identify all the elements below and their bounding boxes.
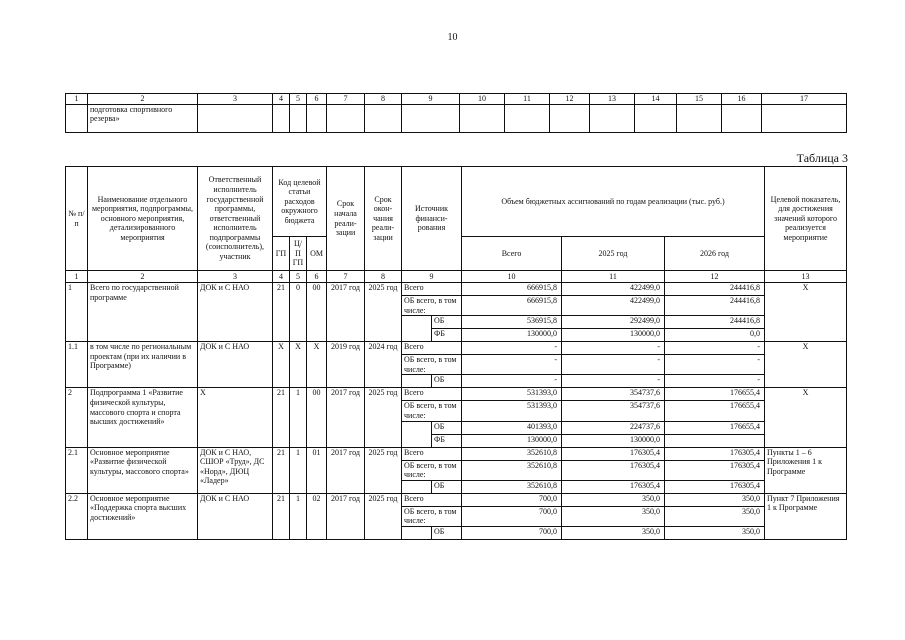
column-number: 2 bbox=[88, 94, 198, 105]
column-numbers-row bbox=[66, 271, 847, 283]
row-start: 2017 год bbox=[327, 493, 365, 539]
header-start: Срок начала реали-зации bbox=[327, 167, 365, 271]
row-2025: 350,0 bbox=[562, 526, 665, 539]
header-om: ОМ bbox=[307, 237, 327, 271]
row-number: 1 bbox=[66, 283, 88, 342]
header-code: Код целевой статьи расходов окружного бюджета bbox=[273, 167, 327, 237]
row-end: 2025 год bbox=[365, 388, 402, 447]
column-number: 1 bbox=[66, 271, 88, 283]
row-source: ОБ всего, в том числе: bbox=[402, 460, 462, 480]
row-source: ОБ bbox=[432, 526, 462, 539]
row-gp: 21 bbox=[273, 283, 290, 342]
row-start: 2019 год bbox=[327, 342, 365, 388]
column-number: 15 bbox=[677, 94, 722, 105]
row-source: ОБ bbox=[432, 375, 462, 388]
header-total: Всего bbox=[462, 237, 562, 271]
row-name: Подпрограмма 1 «Развитие физической культуры, массового спорта и спорта высших достижений» bbox=[88, 388, 198, 447]
source-indent bbox=[402, 316, 432, 342]
row-total: 130000,0 bbox=[462, 434, 562, 447]
row-2025: - bbox=[562, 342, 665, 355]
column-number: 16 bbox=[722, 94, 762, 105]
column-numbers-row bbox=[66, 94, 847, 105]
row-cp: 1 bbox=[290, 388, 307, 447]
row-total: 531393,0 bbox=[462, 388, 562, 401]
row-total: 700,0 bbox=[462, 506, 562, 526]
row-responsible: Х bbox=[198, 388, 273, 447]
column-number: 6 bbox=[307, 94, 327, 105]
column-number: 9 bbox=[402, 94, 460, 105]
row-2026: 244416,8 bbox=[665, 296, 765, 316]
row-source: Всего bbox=[402, 283, 462, 296]
row-total: 531393,0 bbox=[462, 401, 562, 421]
column-number: 8 bbox=[365, 271, 402, 283]
row-2026: 176305,4 bbox=[665, 460, 765, 480]
row-2025: 176305,4 bbox=[562, 447, 665, 460]
row-2026: 244416,8 bbox=[665, 283, 765, 296]
table-row bbox=[66, 388, 847, 401]
row-number: 2.2 bbox=[66, 493, 88, 539]
header-end: Срок окон-чания реали-зации bbox=[365, 167, 402, 271]
header-num: № п/п bbox=[66, 167, 88, 271]
row-number: 1.1 bbox=[66, 342, 88, 388]
row-2026: 176305,4 bbox=[665, 480, 765, 493]
row-total: 700,0 bbox=[462, 526, 562, 539]
table-row bbox=[66, 493, 847, 506]
row-2025: - bbox=[562, 355, 665, 375]
table-row bbox=[66, 283, 847, 296]
row-name: Основное мероприятие «Поддержка спорта высших достижений» bbox=[88, 493, 198, 539]
row-2025: 422499,0 bbox=[562, 296, 665, 316]
row-2025: - bbox=[562, 375, 665, 388]
row-responsible: ДОК и С НАО, СШОР «Труд», ДС «Норд», ДЮЦ «Ладер» bbox=[198, 447, 273, 493]
row-cp: 0 bbox=[290, 283, 307, 342]
column-number: 14 bbox=[635, 94, 677, 105]
column-number: 3 bbox=[198, 271, 273, 283]
column-number: 12 bbox=[665, 271, 765, 283]
row-2026: 350,0 bbox=[665, 506, 765, 526]
row-2025: 350,0 bbox=[562, 493, 665, 506]
row-2026: 176655,4 bbox=[665, 421, 765, 434]
row-source: ОБ всего, в том числе: bbox=[402, 401, 462, 421]
row-name: Основное мероприятие «Развитие физической культуры, массового спорта» bbox=[88, 447, 198, 493]
continuation-table bbox=[65, 93, 847, 133]
row-total: 700,0 bbox=[462, 493, 562, 506]
table-row bbox=[66, 104, 847, 132]
row-name: подготовка спортивного резерва» bbox=[88, 104, 198, 132]
row-om: 01 bbox=[307, 447, 327, 493]
row-gp: 21 bbox=[273, 388, 290, 447]
row-source: ОБ всего, в том числе: bbox=[402, 355, 462, 375]
header-2026: 2026 год bbox=[665, 237, 765, 271]
row-total: 666915,8 bbox=[462, 296, 562, 316]
row-end: 2025 год bbox=[365, 447, 402, 493]
row-source: Всего bbox=[402, 388, 462, 401]
header-row bbox=[66, 167, 847, 237]
column-number: 4 bbox=[273, 94, 290, 105]
row-2026: - bbox=[665, 342, 765, 355]
column-number: 1 bbox=[66, 94, 88, 105]
row-responsible: ДОК и С НАО bbox=[198, 283, 273, 342]
row-2026: - bbox=[665, 355, 765, 375]
row-2026 bbox=[665, 434, 765, 447]
column-number: 12 bbox=[550, 94, 590, 105]
row-2026: 176655,4 bbox=[665, 388, 765, 401]
row-number: 2.1 bbox=[66, 447, 88, 493]
column-number: 5 bbox=[290, 94, 307, 105]
table-caption: Таблица 3 bbox=[796, 151, 848, 165]
column-number: 9 bbox=[402, 271, 462, 283]
row-2026: 244416,8 bbox=[665, 316, 765, 329]
row-total: 352610,8 bbox=[462, 480, 562, 493]
row-2025: 354737,6 bbox=[562, 388, 665, 401]
column-number: 10 bbox=[460, 94, 505, 105]
row-name: в том числе по региональным проектам (при их наличии в Программе) bbox=[88, 342, 198, 388]
row-om: Х bbox=[307, 342, 327, 388]
header-2025: 2025 год bbox=[562, 237, 665, 271]
table-row bbox=[66, 447, 847, 460]
column-number: 11 bbox=[505, 94, 550, 105]
row-source: Всего bbox=[402, 493, 462, 506]
row-2025: 130000,0 bbox=[562, 434, 665, 447]
row-start: 2017 год bbox=[327, 388, 365, 447]
row-start: 2017 год bbox=[327, 283, 365, 342]
row-start: 2017 год bbox=[327, 447, 365, 493]
row-2026: 350,0 bbox=[665, 493, 765, 506]
column-number: 4 bbox=[273, 271, 290, 283]
row-2026: 176655,4 bbox=[665, 401, 765, 421]
table-row bbox=[66, 342, 847, 355]
row-om: 00 bbox=[307, 388, 327, 447]
row-total: 352610,8 bbox=[462, 447, 562, 460]
row-number: 2 bbox=[66, 388, 88, 447]
row-source: ОБ bbox=[432, 421, 462, 434]
header-cp: Ц/П ГП bbox=[290, 237, 307, 271]
header-volume: Объем бюджетных ассигнований по годам реализации (тыс. руб.) bbox=[462, 167, 765, 237]
row-2026: 350,0 bbox=[665, 526, 765, 539]
header-gp: ГП bbox=[273, 237, 290, 271]
row-target: Х bbox=[765, 283, 847, 342]
header-source: Источник финанси-рования bbox=[402, 167, 462, 271]
row-total: 130000,0 bbox=[462, 329, 562, 342]
row-cp: Х bbox=[290, 342, 307, 388]
header-responsible: Ответственный исполнитель государственной программы, ответственный исполнитель подпрограммы (соисполнитель), участник bbox=[198, 167, 273, 271]
row-end: 2025 год bbox=[365, 493, 402, 539]
row-2026: 0,0 bbox=[665, 329, 765, 342]
source-indent bbox=[402, 421, 432, 447]
row-source: Всего bbox=[402, 342, 462, 355]
row-2025: 224737,6 bbox=[562, 421, 665, 434]
row-2025: 292499,0 bbox=[562, 316, 665, 329]
row-gp: Х bbox=[273, 342, 290, 388]
column-number: 5 bbox=[290, 271, 307, 283]
row-source: ОБ всего, в том числе: bbox=[402, 296, 462, 316]
source-indent bbox=[402, 526, 432, 539]
column-number: 13 bbox=[765, 271, 847, 283]
row-name: Всего по государственной программе bbox=[88, 283, 198, 342]
header-target: Целевой показатель, для достижения значений которого реализуется мероприятие bbox=[765, 167, 847, 271]
row-total: - bbox=[462, 375, 562, 388]
column-number: 7 bbox=[327, 94, 365, 105]
row-gp: 21 bbox=[273, 493, 290, 539]
column-number: 3 bbox=[198, 94, 273, 105]
row-2025: 422499,0 bbox=[562, 283, 665, 296]
page-number: 10 bbox=[447, 32, 458, 43]
row-2025: 176305,4 bbox=[562, 480, 665, 493]
row-cp: 1 bbox=[290, 447, 307, 493]
row-total: - bbox=[462, 355, 562, 375]
row-responsible: ДОК и С НАО bbox=[198, 493, 273, 539]
row-source: ФБ bbox=[432, 434, 462, 447]
row-source: ОБ всего, в том числе: bbox=[402, 506, 462, 526]
column-number: 7 bbox=[327, 271, 365, 283]
row-total: 352610,8 bbox=[462, 460, 562, 480]
row-total: 401393,0 bbox=[462, 421, 562, 434]
column-number: 10 bbox=[462, 271, 562, 283]
row-2025: 176305,4 bbox=[562, 460, 665, 480]
row-end: 2025 год bbox=[365, 283, 402, 342]
row-target: Пункты 1 – 6 Приложения 1 к Программе bbox=[765, 447, 847, 493]
row-end: 2024 год bbox=[365, 342, 402, 388]
column-number: 11 bbox=[562, 271, 665, 283]
column-number: 6 bbox=[307, 271, 327, 283]
row-om: 02 bbox=[307, 493, 327, 539]
column-number: 2 bbox=[88, 271, 198, 283]
column-number: 17 bbox=[762, 94, 847, 105]
row-2025: 354737,6 bbox=[562, 401, 665, 421]
row-source: ФБ bbox=[432, 329, 462, 342]
row-target: Х bbox=[765, 342, 847, 388]
header-name: Наименование отдельного мероприятия, подпрограммы, основного мероприятия, детализированного мероприятия bbox=[88, 167, 198, 271]
column-number: 8 bbox=[365, 94, 402, 105]
row-target: Пункт 7 Приложения 1 к Программе bbox=[765, 493, 847, 539]
row-source: Всего bbox=[402, 447, 462, 460]
row-gp: 21 bbox=[273, 447, 290, 493]
row-source: ОБ bbox=[432, 480, 462, 493]
source-indent bbox=[402, 480, 432, 493]
row-total: 666915,8 bbox=[462, 283, 562, 296]
column-number: 13 bbox=[590, 94, 635, 105]
row-om: 00 bbox=[307, 283, 327, 342]
budget-table bbox=[65, 166, 847, 540]
source-indent bbox=[402, 375, 432, 388]
row-source: ОБ bbox=[432, 316, 462, 329]
row-responsible: ДОК и С НАО bbox=[198, 342, 273, 388]
row-2025: 350,0 bbox=[562, 506, 665, 526]
row-target: Х bbox=[765, 388, 847, 447]
row-2026: - bbox=[665, 375, 765, 388]
row-2025: 130000,0 bbox=[562, 329, 665, 342]
row-cp: 1 bbox=[290, 493, 307, 539]
row-total: 536915,8 bbox=[462, 316, 562, 329]
row-total: - bbox=[462, 342, 562, 355]
row-2026: 176305,4 bbox=[665, 447, 765, 460]
